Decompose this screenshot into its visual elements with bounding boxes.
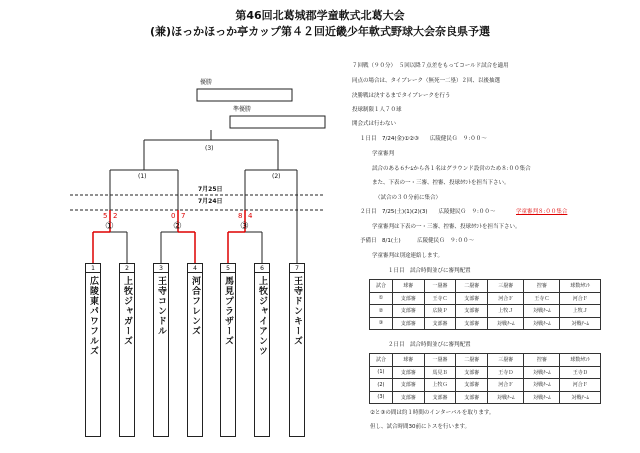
table-header-cell: 三塁審 (488, 354, 524, 367)
table-cell: 支部審 (456, 292, 488, 305)
runner-up-label: 準優勝 (233, 106, 252, 113)
table-cell: ③ (370, 317, 393, 330)
table-cell: 対戦ﾁｰﾑ (524, 391, 560, 404)
semifinal-right-label: (2) (272, 173, 281, 180)
team-box-6 (254, 263, 270, 437)
team-name: 馬見プラザーズ (223, 276, 233, 346)
table-header-row (370, 354, 601, 367)
table-header-cell: 試合 (370, 280, 393, 293)
table-cell: (2) (370, 379, 393, 392)
table-cell: 王寺Ｄ (560, 366, 601, 379)
day2-schedule: ２日目 7/25(土)(1)(2)(3) 広陵健民Ｇ ９:００～ (360, 209, 496, 215)
table-cell: 対戦ﾁｰﾑ (524, 317, 560, 330)
table-cell: 支部審 (456, 305, 488, 318)
table-cell: 対戦ﾁｰﾑ (524, 379, 560, 392)
table-header-cell: 球審 (392, 280, 424, 293)
table-cell: 支部審 (424, 391, 456, 404)
team-number: 1 (86, 264, 100, 273)
date-label-july25: 7月25日 (198, 186, 223, 193)
table-header-cell: 二塁審 (456, 280, 488, 293)
table-cell: 河合Ｆ (560, 379, 601, 392)
day2-note-2: 学童審判は別途連絡します。 (372, 253, 444, 259)
day2-umpire-table (369, 353, 601, 404)
table-cell: 対戦ﾁｰﾑ (524, 305, 560, 318)
table-cell: ① (370, 292, 393, 305)
rule-4: 投球制限１人７０球 (352, 107, 402, 113)
table-cell: ② (370, 305, 393, 318)
table-cell: 対戦ﾁｰﾑ (560, 317, 601, 330)
table-cell: 上牧Ｊ (488, 305, 524, 318)
game3-label: ③ (240, 221, 249, 232)
table-cell: 支部審 (456, 317, 488, 330)
team-name: 王寺コンドル (156, 276, 166, 336)
table-header-cell: 試合 (370, 354, 393, 367)
team-name: 河合フレンズ (190, 276, 200, 336)
table-cell: 支部審 (456, 379, 488, 392)
table-cell: 上牧Ｇ (424, 379, 456, 392)
table-cell: (3) (370, 391, 393, 404)
team-box-3 (153, 263, 169, 437)
table-header-cell: 二塁審 (456, 354, 488, 367)
team-number: 5 (221, 264, 235, 273)
game2-label: ② (173, 221, 182, 232)
score-game3-right: 4 (248, 212, 253, 220)
day2-red-note: 学童審判８:００集合 (516, 209, 568, 215)
final-game-label: (3) (205, 145, 214, 152)
table-cell: 支部審 (392, 379, 424, 392)
table-cell: 対戦ﾁｰﾑ (488, 391, 524, 404)
table-row (370, 366, 601, 379)
semifinal-left-label: (1) (138, 173, 147, 180)
table-cell: 支部審 (392, 391, 424, 404)
team-box-1 (85, 263, 101, 437)
winner-label: 優勝 (200, 79, 213, 86)
table-header-cell: 球数ｶｳﾝﾄ (560, 354, 601, 367)
table1-caption: １日目 試合時間並びに審判配置 (388, 268, 471, 274)
table-cell: 支部審 (424, 317, 456, 330)
team-number: 3 (154, 264, 168, 273)
day1-note-3: （試合の３０分前に集合） (375, 195, 442, 201)
team-number: 7 (290, 264, 304, 273)
table-cell: 王寺Ｃ (424, 292, 456, 305)
table-cell: 支部審 (456, 391, 488, 404)
team-name: 上牧ジャイアンツ (257, 276, 267, 356)
rule-5: 開会式は行わない (352, 121, 397, 127)
score-game1-right: 2 (113, 212, 118, 220)
team-number: 4 (188, 264, 202, 273)
rule-3: 決勝戦は決するまでタイブレークを行う (352, 93, 451, 99)
table-cell: 支部審 (392, 305, 424, 318)
table-cell: 対戦ﾁｰﾑ (488, 317, 524, 330)
footer-note-1: ②と③の間は約１時間のインターバルを取ります。 (370, 410, 495, 416)
score-game2-left: 0 (171, 212, 176, 220)
table-cell: 対戦ﾁｰﾑ (560, 391, 601, 404)
team-number: 6 (255, 264, 269, 273)
team-number: 2 (120, 264, 134, 273)
team-name: 上牧ジャガーズ (122, 276, 132, 346)
title-line-2: (兼)ほっかほっか亭カップ第４２回近畿少年軟式野球大会奈良県予選 (150, 25, 490, 38)
table-row (370, 292, 601, 305)
table-cell: 支部審 (392, 366, 424, 379)
rule-1: ７回戦（９０分） ５回以降７点差をもってコールド試合を適用 (352, 63, 509, 69)
team-box-5 (220, 263, 236, 437)
table-cell: 広陵Ｐ (424, 305, 456, 318)
day2-note-1: 学童審判は下表の一・三審、控審、投球ｶｳﾝﾄを担当下さい。 (372, 224, 521, 230)
table-header-cell: 球数ｶｳﾝﾄ (560, 280, 601, 293)
rule-2: 同点の場合は、タイブレーク（無死一二塁）２回、以後抽選 (352, 78, 501, 84)
table2-caption: ２日目 試合時間並びに審判配置 (388, 342, 471, 348)
table-cell: 支部審 (392, 317, 424, 330)
table-header-cell: 控審 (524, 280, 560, 293)
team-name: 広陵東パワフルズ (88, 276, 98, 356)
table-cell: 上牧Ｊ (560, 305, 601, 318)
table-header-cell: 三塁審 (488, 280, 524, 293)
table-header-cell: 一塁審 (424, 280, 456, 293)
table-header-row (370, 280, 601, 293)
table-cell: 支部審 (456, 366, 488, 379)
table-header-cell: 球審 (392, 354, 424, 367)
day1-note-1: 試合のある６ﾁｰﾑから各１名はグラウンド設営のため８:００集合 (372, 166, 531, 172)
score-game3-left: 8 (238, 212, 243, 220)
footer-note-2: 但し、試合時間30前にトスを行います。 (370, 424, 471, 430)
table-cell: 河合Ｆ (488, 292, 524, 305)
team-box-7 (289, 263, 305, 437)
table-row (370, 317, 601, 330)
table-cell: 馬見Ｂ (424, 366, 456, 379)
score-game1-left: 5 (103, 212, 108, 220)
title-line-1: 第46回北葛城郡学童軟式北葛大会 (235, 9, 405, 22)
table-cell: 対戦ﾁｰﾑ (524, 366, 560, 379)
day1-schedule: １日目 7/24(金)①②③ 広陵健民Ｇ ９:００～ (360, 136, 487, 142)
day1-note-2: また、下表の一・三審、控審、投球ｶｳﾝﾄを担当下さい。 (372, 180, 510, 186)
score-game2-right: 7 (181, 212, 186, 220)
day1-umpire: 学童審判 (372, 151, 395, 157)
game1-label: ① (105, 221, 114, 232)
team-box-4 (187, 263, 203, 437)
table-row (370, 379, 601, 392)
reserve-day: 予備日 8/1(土) 広陵健民Ｇ ９:００～ (360, 238, 474, 244)
table-cell: 河合Ｆ (560, 292, 601, 305)
table-cell: 王寺Ｄ (488, 366, 524, 379)
day1-umpire-table (369, 279, 601, 330)
table-row (370, 391, 601, 404)
table-cell: 王寺Ｃ (524, 292, 560, 305)
table-header-cell: 控審 (524, 354, 560, 367)
team-box-2 (119, 263, 135, 437)
team-name: 王寺ドンキーズ (292, 276, 302, 346)
table-cell: 河合Ｆ (488, 379, 524, 392)
table-header-cell: 一塁審 (424, 354, 456, 367)
table-cell: (1) (370, 366, 393, 379)
table-row (370, 305, 601, 318)
date-label-july24: 7月24日 (198, 198, 223, 205)
table-cell: 支部審 (392, 292, 424, 305)
